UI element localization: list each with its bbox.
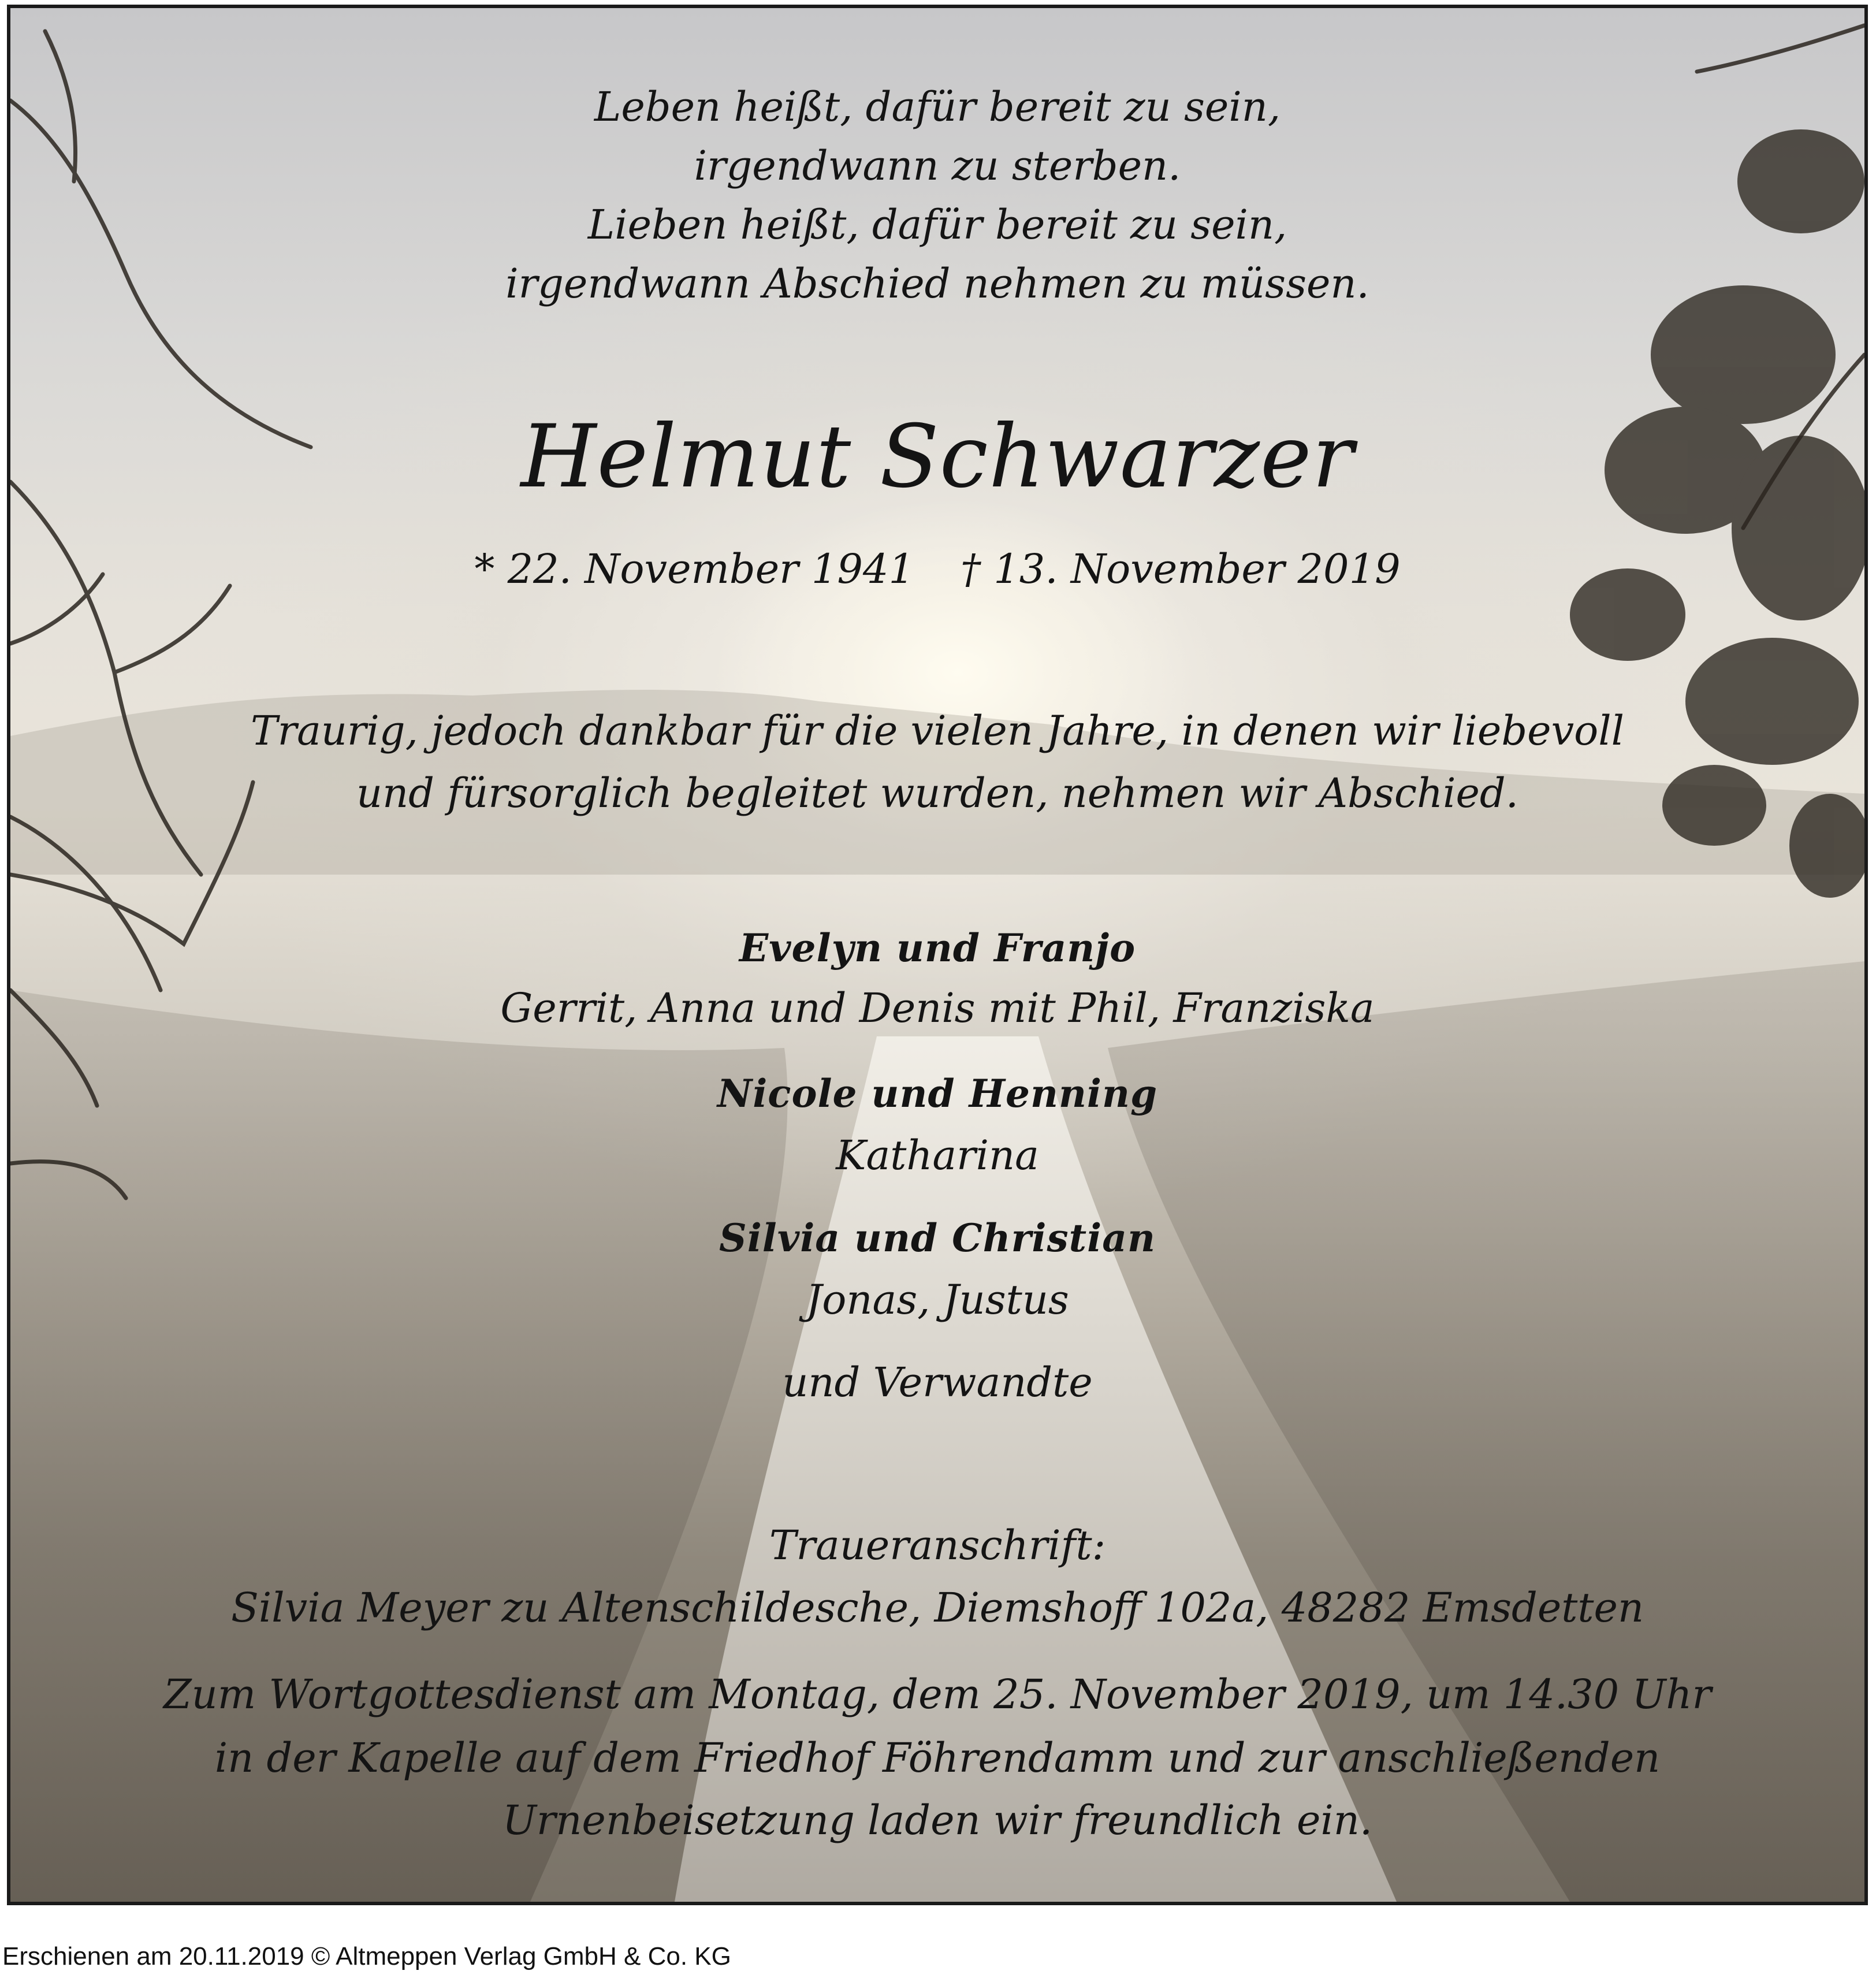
message-line-2: und fürsorglich begleitet wurden, nehmen wir Abschied. (356, 769, 1518, 817)
birth-date: * 22. November 1941 (474, 545, 914, 593)
service-line-2: in der Kapelle auf dem Friedhof Föhrendamm und zur anschließenden (214, 1734, 1661, 1782)
poem-line-4: irgendwann Abschied nehmen zu müssen. (505, 260, 1369, 307)
poem-line-3: Lieben heißt, dafür bereit zu sein, (587, 201, 1287, 248)
family-3-head: Silvia und Christian (719, 1215, 1156, 1261)
poem-line-1: Leben heißt, dafür bereit zu sein, (594, 83, 1281, 131)
poem-line-2: irgendwann zu sterben. (694, 142, 1181, 189)
publication-footer: Erschienen am 20.11.2019 © Altmeppen Verlag GmbH & Co. KG (2, 1942, 731, 1970)
obituary-text (10, 8, 1864, 1902)
obituary-frame (7, 5, 1868, 1905)
family-1-head: Evelyn und Franjo (739, 925, 1136, 971)
family-3-members: Jonas, Justus (806, 1276, 1069, 1323)
family-2-members: Katharina (836, 1132, 1039, 1179)
address-label: Traueranschrift: (769, 1522, 1106, 1569)
message-line-1: Traurig, jedoch dankbar für die vielen Jahre, in denen wir liebevoll (250, 707, 1625, 754)
family-2-head: Nicole und Henning (717, 1071, 1158, 1116)
service-line-3: Urnenbeisetzung laden wir freundlich ein. (502, 1797, 1373, 1844)
deceased-name: Helmut Schwarzer (520, 407, 1354, 507)
relatives: und Verwandte (782, 1359, 1093, 1406)
service-line-1: Zum Wortgottesdienst am Montag, dem 25. November 2019, um 14.30 Uhr (163, 1671, 1711, 1718)
address-value: Silvia Meyer zu Altenschildesche, Diemshoff 102a, 48282 Emsdetten (230, 1584, 1644, 1631)
life-dates (10, 545, 1864, 593)
death-date: † 13. November 2019 (961, 545, 1401, 593)
family-1-members: Gerrit, Anna und Denis mit Phil, Franziska (500, 984, 1375, 1032)
